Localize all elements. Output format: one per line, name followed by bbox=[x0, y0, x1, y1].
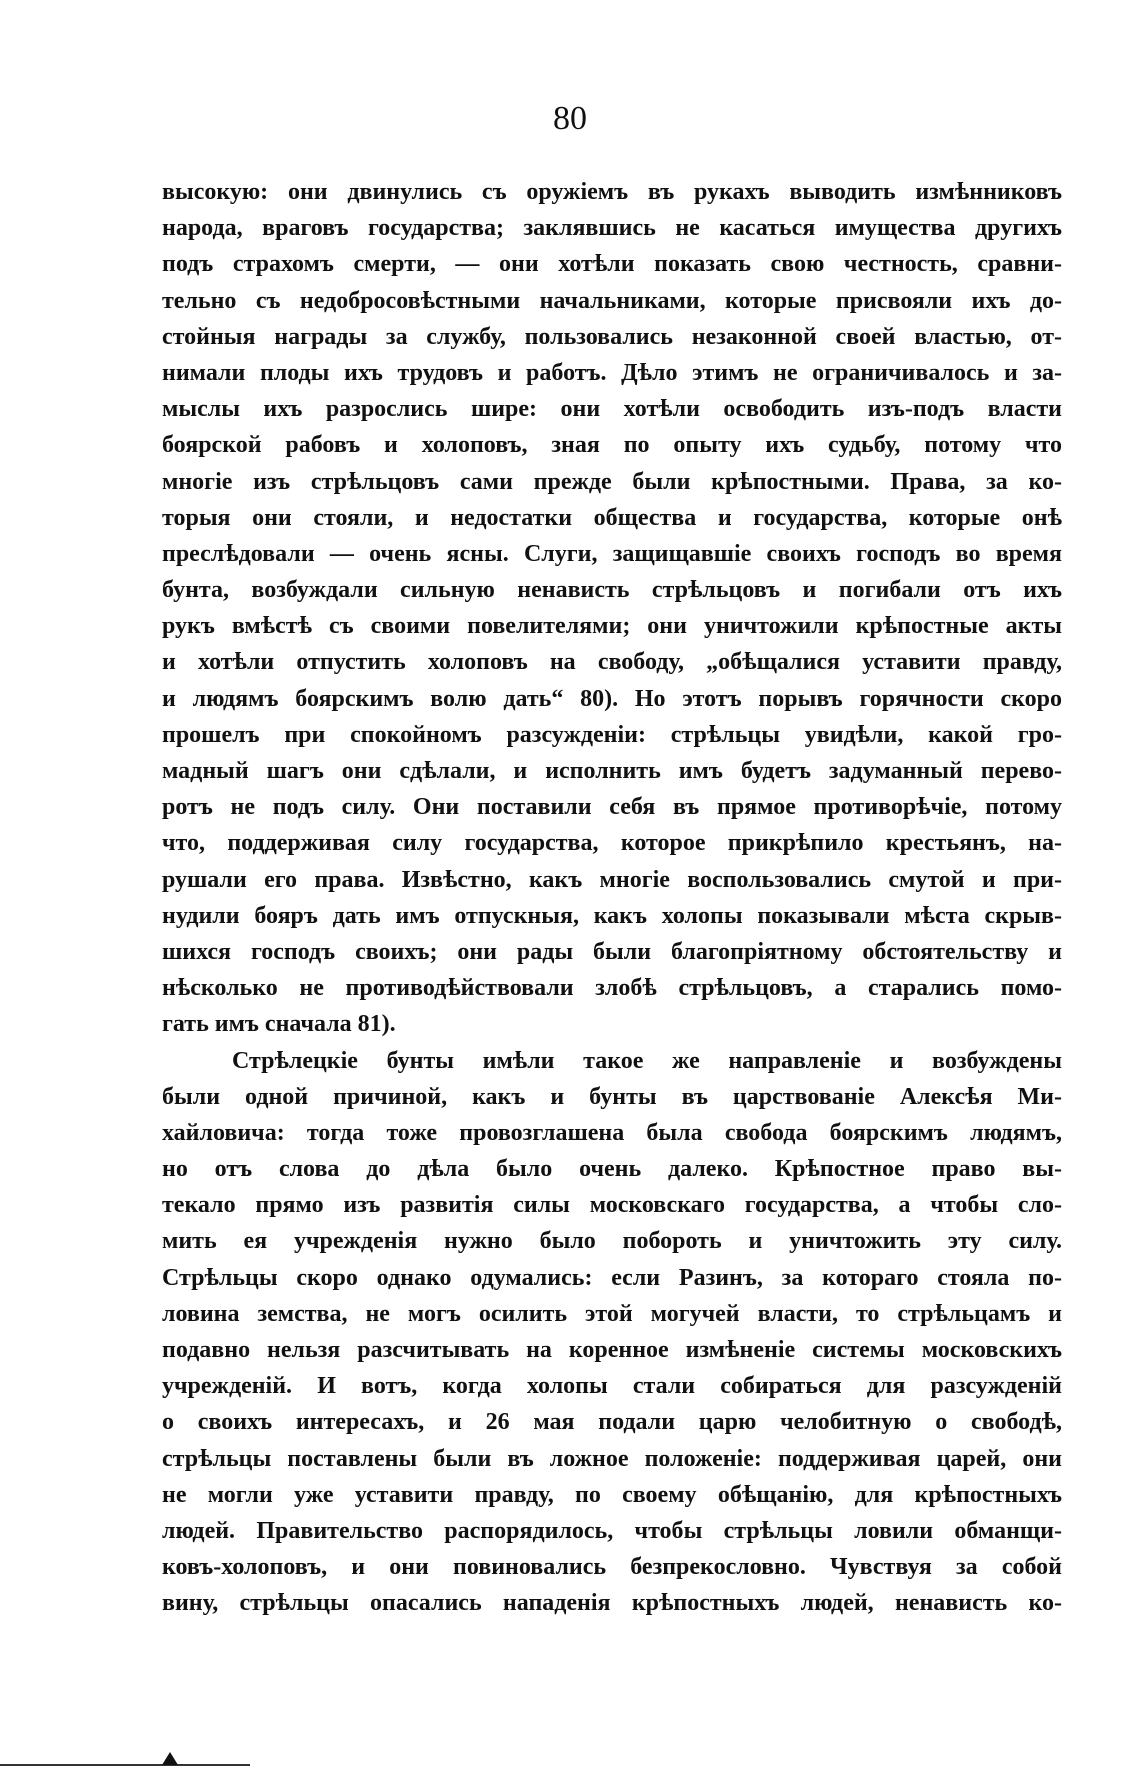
signature-mark-icon bbox=[162, 1752, 178, 1765]
text-line: вину, стрѣльцы опасались нападенія крѣпостныхъ людей, ненависть ко- bbox=[162, 1590, 1062, 1617]
text-line: высокую: они двинулись съ оружіемъ въ рукахъ выводить измѣнниковъ bbox=[162, 179, 1062, 205]
text-line: нимали плоды ихъ трудовъ и работъ. Дѣло этимъ не ограничивалось и за- bbox=[162, 359, 1062, 386]
text-line: текало прямо изъ развитія силы московскаго государства, а чтобы сло- bbox=[162, 1192, 1062, 1219]
text-line: мить ея учрежденія нужно было побороть и уничтожить эту силу. bbox=[162, 1228, 1062, 1255]
text-line: стрѣльцы поставлены были въ ложное положеніе: поддерживая царей, они bbox=[162, 1445, 1062, 1472]
text-line: хайловича: тогда тоже провозглашена была свобода боярскимъ людямъ, bbox=[162, 1119, 1062, 1146]
text-line: нудили бояръ дать имъ отпускныя, какъ холопы показывали мѣста скрыв- bbox=[162, 902, 1062, 929]
text-line: рушали его права. Извѣстно, какъ многіе воспользовались смутой и при- bbox=[162, 866, 1062, 893]
text-line: шихся господъ своихъ; они рады были благопріятному обстоятельству и bbox=[162, 938, 1062, 965]
bottom-rule bbox=[0, 1764, 250, 1766]
text-line: ковъ-холоповъ, и они повиновались безпрекословно. Чувствуя за собой bbox=[162, 1554, 1062, 1581]
text-line: многіе изъ стрѣльцовъ сами прежде были крѣпостными. Права, за ко- bbox=[162, 468, 1062, 495]
text-line: подъ страхомъ смерти, — они хотѣли показать свою честность, сравни- bbox=[162, 251, 1062, 278]
text-line: тельно съ недобросовѣстными начальниками, которые присвояли ихъ до- bbox=[162, 287, 1062, 314]
text-line: прошелъ при спокойномъ разсужденіи: стрѣльцы увидѣли, какой гро- bbox=[162, 721, 1062, 748]
text-line: учрежденій. И вотъ, когда холопы стали собираться для разсужденій bbox=[162, 1373, 1062, 1400]
text-line: и людямъ боярскимъ волю дать“ 80). Но этотъ порывъ горячности скоро bbox=[162, 685, 1062, 712]
text-line: преслѣдовали — очень ясны. Слуги, защищавшіе своихъ господъ во время bbox=[162, 540, 1062, 567]
text-line: стойныя награды за службу, пользовались незаконной своей властью, от- bbox=[162, 323, 1062, 350]
text-line: подавно нельзя разсчитывать на коренное измѣненіе системы московскихъ bbox=[162, 1337, 1062, 1363]
body-text bbox=[162, 174, 1062, 1622]
paragraph-start-line: Стрѣлецкіе бунты имѣли такое же направленіе и возбуждены bbox=[232, 1047, 1062, 1074]
text-line: боярской рабовъ и холоповъ, зная по опыту ихъ судьбу, потому что bbox=[162, 432, 1062, 459]
text-line: торыя они стояли, и недостатки общества и государства, которые онѣ bbox=[162, 504, 1062, 531]
page-number: 80 bbox=[553, 100, 587, 137]
text-line: не могли уже уставити правду, по своему обѣщанію, для крѣпостныхъ bbox=[162, 1481, 1062, 1508]
text-line: ловина земства, не могъ осилить этой могучей власти, то стрѣльцамъ и bbox=[162, 1300, 1062, 1327]
text-line: что, поддерживая силу государства, которое прикрѣпило крестьянъ, на- bbox=[162, 830, 1062, 857]
text-line: людей. Правительство распорядилось, чтобы стрѣльцы ловили обманщи- bbox=[162, 1517, 1062, 1544]
text-line: мыслы ихъ разрослись шире: они хотѣли освободить изъ-подъ власти bbox=[162, 396, 1062, 423]
text-line: Стрѣльцы скоро однако одумались: если Разинъ, за котораго стояла по- bbox=[162, 1264, 1062, 1291]
text-line: мадный шагъ они сдѣлали, и исполнить имъ будетъ задуманный перево- bbox=[162, 758, 1062, 784]
text-line: ротъ не подъ силу. Они поставили себя въ прямое противорѣчіе, потому bbox=[162, 794, 1062, 821]
text-line: но отъ слова до дѣла было очень далеко. Крѣпостное право вы- bbox=[162, 1156, 1062, 1183]
text-line: рукъ вмѣстѣ съ своими повелителями; они уничтожили крѣпостные акты bbox=[162, 613, 1062, 640]
text-line: бунта, возбуждали сильную ненависть стрѣльцовъ и погибали отъ ихъ bbox=[162, 577, 1062, 604]
text-line: о своихъ интересахъ, и 26 мая подали царю челобитную о свободѣ, bbox=[162, 1409, 1062, 1436]
paragraph-end-line: гать имъ сначала 81). bbox=[162, 1011, 396, 1038]
text-line: и хотѣли отпустить холоповъ на свободу, „обѣщалися уставити правду, bbox=[162, 649, 1062, 676]
text-line: нѣсколько не противодѣйствовали злобѣ стрѣльцовъ, а старались помо- bbox=[162, 975, 1062, 1002]
text-line: были одной причиной, какъ и бунты въ царствованіе Алексѣя Ми- bbox=[162, 1083, 1062, 1110]
text-line: народа, враговъ государства; заклявшись не касаться имущества другихъ bbox=[162, 215, 1062, 242]
